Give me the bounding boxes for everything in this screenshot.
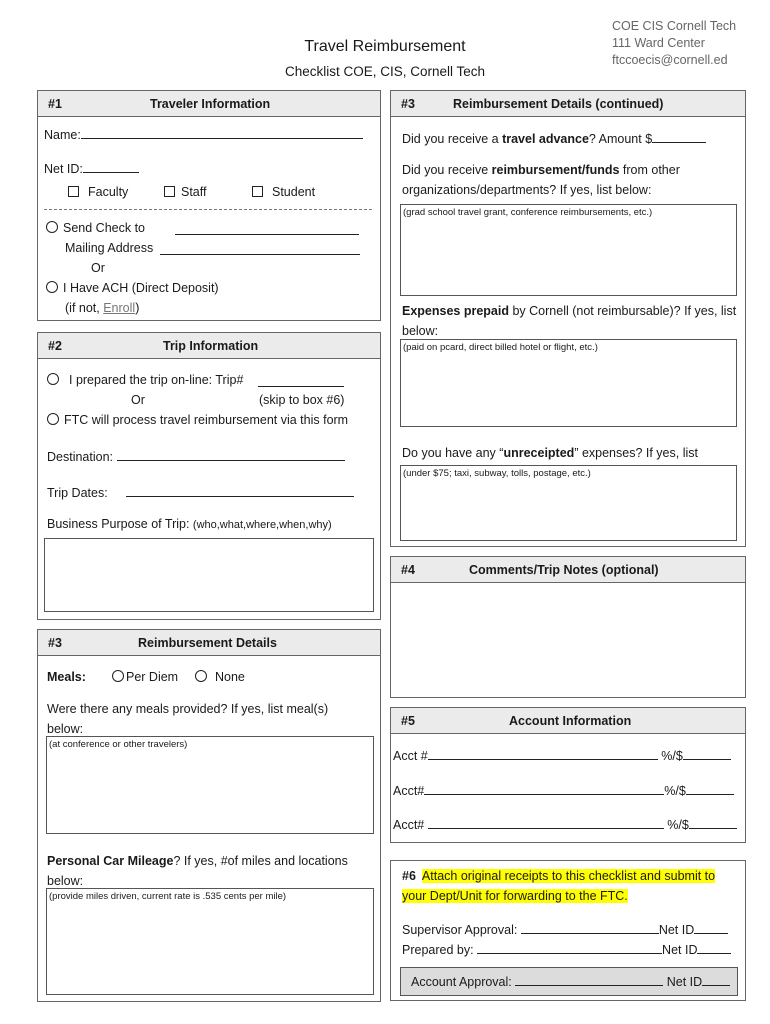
section-title: Comments/Trip Notes (optional)	[469, 563, 659, 577]
name-field[interactable]	[44, 127, 363, 142]
section-number: #1	[48, 97, 62, 111]
meals-label: Meals:	[47, 670, 86, 684]
ach-radio[interactable]: I Have ACH (Direct Deposit)	[46, 281, 219, 295]
section-title: Trip Information	[163, 339, 259, 353]
highlighted-instruction: your Dept/Unit for forwarding to the FTC.	[402, 889, 628, 903]
account-row[interactable]: Acct# %/$	[393, 817, 737, 832]
mailing-address-line[interactable]	[160, 243, 360, 255]
radio-icon	[195, 670, 207, 682]
enroll-note: (if not, Enroll)	[65, 301, 140, 315]
approval-section	[390, 860, 746, 1001]
trip-info-section	[37, 332, 381, 620]
section-title: Traveler Information	[150, 97, 271, 111]
radio-icon	[46, 281, 58, 293]
traveler-info-section	[37, 90, 381, 321]
mailing-address-label: Mailing Address	[65, 241, 154, 255]
unreceipted-textarea[interactable]: (under $75; taxi, subway, tolls, postage, etc.)	[400, 465, 737, 541]
section-header	[38, 91, 380, 117]
comments-textarea[interactable]	[391, 583, 745, 697]
funds-question-2: organizations/departments? If yes, list below:	[402, 183, 652, 197]
prepaid-question-2: below:	[402, 324, 439, 338]
meals-provided-question-2: below:	[47, 722, 84, 736]
supervisor-approval-field[interactable]: Supervisor Approval: Net ID	[402, 922, 728, 937]
send-check-line[interactable]	[175, 223, 359, 235]
account-approval-box[interactable]	[400, 967, 738, 996]
prepaid-question: Expenses prepaid by Cornell (not reimbursable)? If yes, list	[402, 304, 737, 318]
contact-line: ftccoecis@cornell.ed	[612, 53, 728, 67]
mileage-question: Personal Car Mileage? If yes, #of miles and locations	[47, 854, 348, 868]
prepared-online-radio[interactable]: I prepared the trip on-line: Trip#	[47, 373, 243, 387]
staff-checkbox[interactable]: Staff	[164, 185, 206, 199]
none-radio[interactable]: None	[195, 670, 245, 684]
travel-advance-question[interactable]: Did you receive a travel advance? Amount $	[402, 131, 706, 146]
send-check-radio[interactable]: Send Check to	[46, 221, 145, 235]
contact-line: COE CIS Cornell Tech	[612, 19, 737, 33]
section-number: #3	[48, 636, 62, 650]
account-row[interactable]: Acct # %/$	[393, 748, 731, 763]
radio-icon	[47, 373, 59, 385]
radio-icon	[46, 221, 58, 233]
purpose-label: Business Purpose of Trip: (who,what,where,when,why)	[47, 517, 332, 531]
section-header	[38, 333, 380, 359]
divider	[44, 209, 372, 210]
account-row[interactable]: Acct# %/$	[393, 783, 734, 798]
funds-textarea[interactable]: (grad school travel grant, conference reimbursements, etc.)	[400, 204, 737, 296]
netid-field[interactable]	[44, 161, 139, 176]
section-title: Reimbursement Details (continued)	[453, 97, 664, 111]
funds-question: Did you receive reimbursement/funds from other	[402, 163, 680, 177]
section-title: Account Information	[509, 714, 632, 728]
reimbursement-details-section	[37, 629, 381, 1002]
meals-textarea[interactable]: (at conference or other travelers)	[46, 736, 374, 834]
purpose-textarea[interactable]	[44, 538, 374, 612]
contact-line: 111 Ward Center	[612, 36, 705, 50]
unreceipted-question: Do you have any “unreceipted” expenses? If yes, list	[402, 446, 698, 460]
section-number: #4	[401, 563, 415, 577]
name-label: Name:	[44, 128, 81, 142]
meals-provided-question: Were there any meals provided? If yes, list meal(s)	[47, 702, 329, 716]
highlighted-instruction: Attach original receipts to this checklist and submit to	[421, 869, 716, 883]
ftc-process-radio[interactable]: FTC will process travel reimbursement via this form	[47, 413, 348, 427]
enroll-link[interactable]: Enroll	[103, 301, 136, 315]
reimbursement-details-continued-section	[390, 90, 746, 547]
radio-icon	[47, 413, 59, 425]
student-checkbox[interactable]: Student	[252, 185, 315, 199]
trip-dates-field[interactable]: Trip Dates:	[47, 485, 354, 500]
checkbox-icon	[252, 186, 263, 197]
radio-icon	[112, 670, 124, 682]
contact-block	[612, 18, 736, 69]
trip-number-line[interactable]	[258, 375, 344, 387]
section-title: Reimbursement Details	[138, 636, 277, 650]
section-header	[391, 708, 745, 734]
skip-label: (skip to box #6)	[259, 393, 345, 407]
account-info-section	[390, 707, 746, 843]
section-header	[391, 557, 745, 583]
page-subtitle: Checklist COE, CIS, Cornell Tech	[284, 64, 486, 79]
account-approval-field[interactable]: Account Approval: Net ID	[411, 974, 730, 989]
netid-label: Net ID:	[44, 162, 83, 176]
checkbox-icon	[164, 186, 175, 197]
instruction-line: #6 Attach original receipts to this checklist and submit to	[402, 869, 716, 883]
section-number: #5	[401, 714, 415, 728]
per-diem-radio[interactable]: Per Diem	[112, 670, 178, 684]
section-number: #3	[401, 97, 415, 111]
or-label: Or	[131, 393, 145, 407]
checkbox-icon	[68, 186, 79, 197]
prepaid-textarea[interactable]: (paid on pcard, direct billed hotel or flight, etc.)	[400, 339, 737, 427]
prepared-by-field[interactable]: Prepared by: Net ID	[402, 942, 731, 957]
section-number: #2	[48, 339, 62, 353]
mileage-textarea[interactable]: (provide miles driven, current rate is .535 cents per mile)	[46, 888, 374, 995]
faculty-checkbox[interactable]: Faculty	[68, 185, 128, 199]
destination-field[interactable]: Destination:	[47, 449, 345, 464]
page-title: Travel Reimbursement	[304, 38, 466, 55]
section-header	[38, 630, 380, 656]
instruction-line-2	[402, 889, 628, 903]
or-label: Or	[91, 261, 105, 275]
section-header	[391, 91, 745, 117]
comments-section	[390, 556, 746, 698]
mileage-question-2: below:	[47, 874, 84, 888]
